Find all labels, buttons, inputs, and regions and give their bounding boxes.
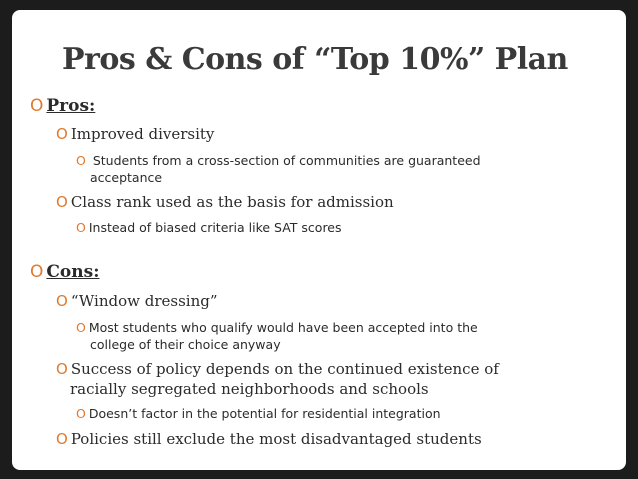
bullet-icon: O xyxy=(76,153,86,168)
section-heading-pros xyxy=(30,96,95,116)
bullet-icon: O xyxy=(76,406,86,421)
bullet-icon: O xyxy=(76,320,86,335)
section-heading-label: Cons: xyxy=(46,262,100,282)
slide xyxy=(12,10,626,470)
list-item-text: Success of policy depends on the continued existence of xyxy=(70,360,499,378)
bullet-icon: O xyxy=(56,292,68,310)
slide-title: Pros & Cons of “Top 10%” Plan xyxy=(62,42,568,77)
list-item-text: Policies still exclude the most disadvantaged students xyxy=(70,430,482,448)
sub-list-item-continuation: college of their choice anyway xyxy=(90,337,281,352)
section-heading-cons xyxy=(30,262,99,282)
bullet-icon: O xyxy=(56,193,68,211)
sub-list-item xyxy=(76,153,481,168)
bullet-icon: O xyxy=(56,430,68,448)
list-item-text: “Window dressing” xyxy=(70,292,218,310)
bullet-icon: O xyxy=(56,125,68,143)
list-item xyxy=(56,430,482,448)
sub-list-item-text: Doesn’t factor in the potential for residential integration xyxy=(88,406,441,421)
sub-list-item xyxy=(76,220,342,235)
list-item-continuation: racially segregated neighborhoods and schools xyxy=(70,380,429,398)
list-item xyxy=(56,125,214,143)
list-item xyxy=(56,292,218,310)
bullet-icon: O xyxy=(30,262,44,282)
sub-list-item-continuation: acceptance xyxy=(90,170,163,185)
sub-list-item xyxy=(76,406,441,421)
list-item xyxy=(56,193,394,211)
sub-list-item-text: Students from a cross-section of communities are guaranteed xyxy=(88,153,481,168)
bullet-icon: O xyxy=(56,360,68,378)
list-item-text: Improved diversity xyxy=(70,125,215,143)
list-item-text: Class rank used as the basis for admission xyxy=(70,193,394,211)
section-heading-label: Pros: xyxy=(46,96,96,116)
sub-list-item-text: Most students who qualify would have been accepted into the xyxy=(88,320,478,335)
sub-list-item xyxy=(76,320,478,335)
bullet-icon: O xyxy=(76,220,86,235)
sub-list-item-text: Instead of biased criteria like SAT scores xyxy=(88,220,342,235)
bullet-icon: O xyxy=(30,96,44,116)
list-item xyxy=(56,360,499,378)
